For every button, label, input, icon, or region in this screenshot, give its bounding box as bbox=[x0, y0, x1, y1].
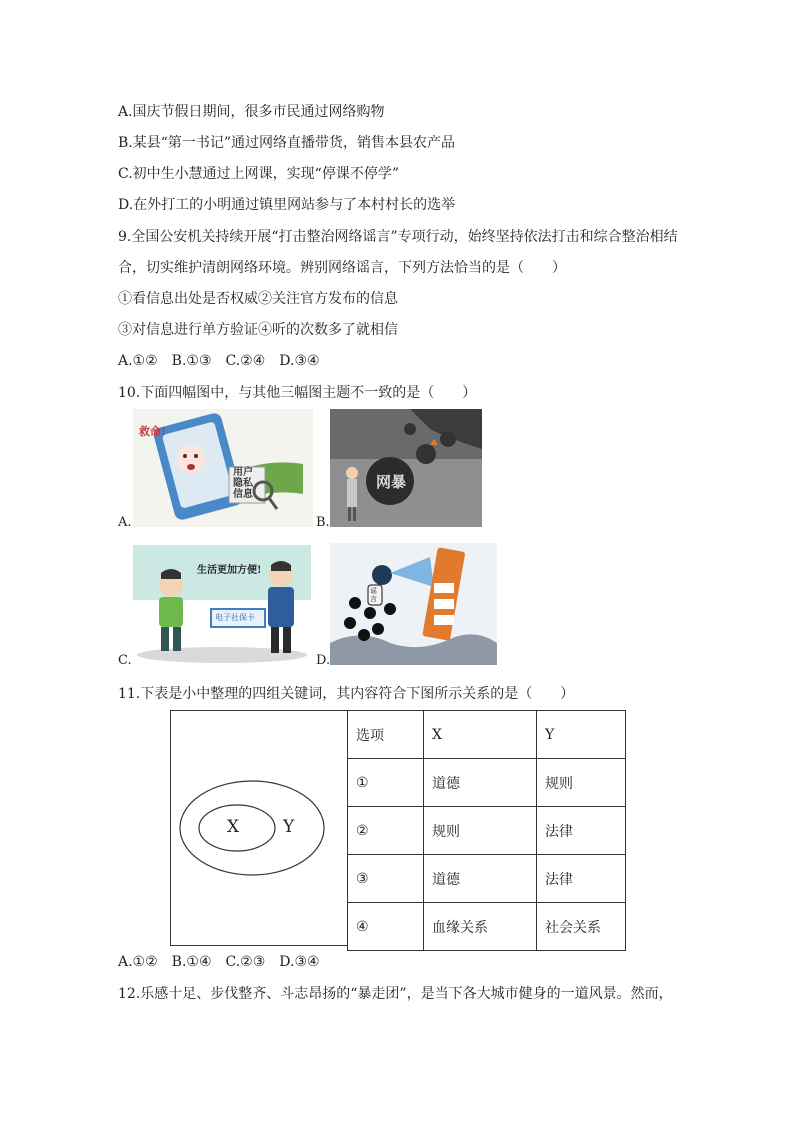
table-header-cell: Y bbox=[537, 711, 626, 759]
table-header-cell: 选项 bbox=[348, 711, 424, 759]
q9-stem-line2: 合，切实维护清朗网络环境。辨别网络谣言，下列方法恰当的是（ ） bbox=[118, 260, 566, 276]
q8-option-b: B.某县“第一书记”通过网络直播带货，销售本县农产品 bbox=[118, 135, 456, 151]
q10-stem: 10.下面四幅图中，与其他三幅图主题不一致的是（ ） bbox=[118, 385, 477, 401]
q9-stem-line1: 9.全国公安机关持续开展“打击整治网络谣言”专项行动，始终坚持依法打击和综合整治相结 bbox=[118, 229, 678, 245]
image-a-tag-line: 隐私 bbox=[233, 478, 253, 489]
image-b-ball-text: 网暴 bbox=[376, 473, 407, 491]
venn-outer-label: Y bbox=[283, 817, 295, 837]
table-row bbox=[348, 807, 626, 855]
venn-diagram-box bbox=[170, 710, 348, 946]
image-a-tag-line: 用户 bbox=[233, 467, 253, 478]
table-cell: 规则 bbox=[537, 759, 626, 807]
table-header-cell: X bbox=[424, 711, 537, 759]
image-c-social-security-card bbox=[133, 545, 311, 663]
table-cell: 规则 bbox=[424, 807, 537, 855]
venn-inner-label: X bbox=[227, 817, 240, 837]
q9-items-line1: ①看信息出处是否权威②关注官方发布的信息 bbox=[118, 291, 398, 307]
table-row bbox=[348, 855, 626, 903]
image-label-c: C. bbox=[118, 653, 132, 668]
image-label-d: D. bbox=[316, 653, 331, 668]
image-b-cyber-violence bbox=[330, 409, 482, 527]
q9-options: A.①② B.①③ C.②④ D.③④ bbox=[118, 353, 320, 369]
table-cell: 血缘关系 bbox=[424, 903, 537, 951]
table-row bbox=[348, 759, 626, 807]
image-c-speech-text: 生活更加方便! bbox=[197, 565, 262, 576]
table-cell: ① bbox=[348, 759, 424, 807]
table-cell: ② bbox=[348, 807, 424, 855]
q8-option-c: C.初中生小慧通过上网课，实现“停课不停学” bbox=[118, 166, 399, 182]
table-cell: 法律 bbox=[537, 807, 626, 855]
table-cell: ④ bbox=[348, 903, 424, 951]
image-c-card-text: 电子社保卡 bbox=[215, 613, 255, 622]
table-cell: ③ bbox=[348, 855, 424, 903]
table-row bbox=[348, 903, 626, 951]
keyword-table bbox=[347, 710, 626, 951]
image-a-cry-text: 救命! bbox=[139, 425, 166, 438]
q9-items-line2: ③对信息进行单方验证④听的次数多了就相信 bbox=[118, 322, 398, 338]
image-label-a: A. bbox=[118, 515, 132, 530]
q11-stem: 11.下表是小中整理的四组关键词，其内容符合下图所示关系的是（ ） bbox=[118, 686, 575, 702]
q8-option-d: D.在外打工的小明通过镇里网站参与了本村村长的选举 bbox=[118, 197, 456, 213]
image-a-tag bbox=[233, 467, 253, 500]
image-d-balloon-text: 谣言 bbox=[370, 587, 377, 603]
q8-option-a: A.国庆节假日期间，很多市民通过网络购物 bbox=[118, 104, 385, 120]
image-a-privacy-leak bbox=[133, 409, 313, 527]
table-cell: 社会关系 bbox=[537, 903, 626, 951]
image-label-b: B. bbox=[316, 515, 330, 530]
table-header-row bbox=[348, 711, 626, 759]
image-d-rumor bbox=[330, 543, 497, 665]
table-cell: 法律 bbox=[537, 855, 626, 903]
image-a-tag-line: 信息 bbox=[233, 489, 253, 500]
table-cell: 道德 bbox=[424, 855, 537, 903]
q12-stem: 12.乐感十足、步伐整齐、斗志昂扬的“暴走团”，是当下各大城市健身的一道风景。然而， bbox=[118, 986, 673, 1002]
q11-options: A.①② B.①④ C.②③ D.③④ bbox=[118, 954, 320, 970]
table-cell: 道德 bbox=[424, 759, 537, 807]
